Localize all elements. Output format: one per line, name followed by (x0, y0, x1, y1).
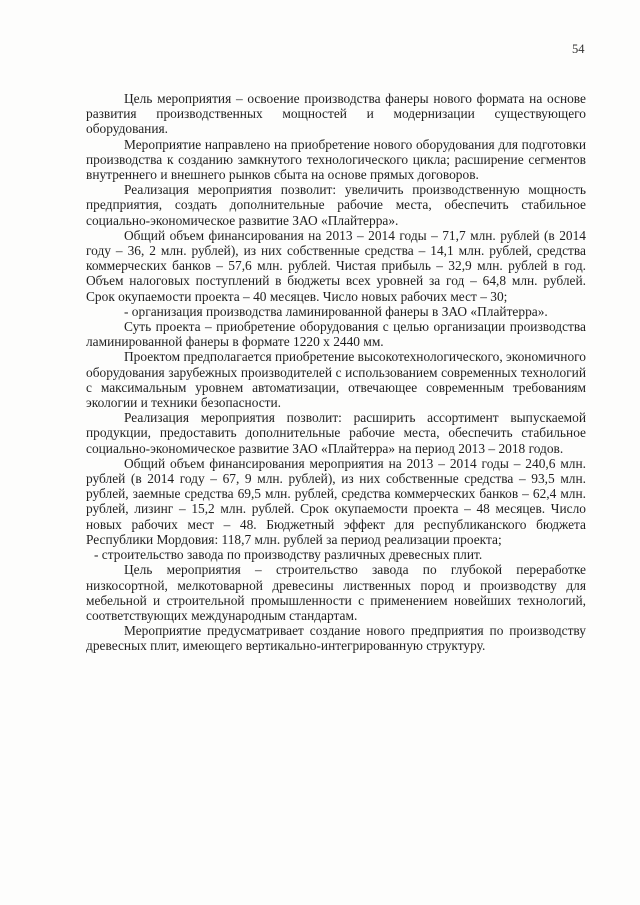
page-number: 54 (572, 42, 585, 56)
paragraph: Мероприятие направлено на приобретение нового оборудования для подготовки производства к созданию замкнутого технологического цикла; расширение сегментов внутреннего и внешнего рынков сбыта на основе прямых договоров. (86, 136, 586, 183)
paragraph: Реализация мероприятия позволит: увеличить производственную мощность предприятия, создать дополнительные рабочие места, обеспечить стабильное социально-экономическое развитие ЗАО «Плайтерра». (86, 182, 586, 228)
paragraph: Реализация мероприятия позволит: расширить ассортимент выпускаемой продукции, предоставить дополнительные рабочие места, обеспечить стабильное социально-экономическое развитие ЗАО «Плайтерра» на период 2013 – 2018 годов. (86, 410, 586, 456)
paragraph: Общий объем финансирования на 2013 – 2014 годы – 71,7 млн. рублей (в 2014 году – 36, 2 млн. рублей), из них собственные средства – 14,1 млн. рублей, средства коммерческих банков – 57,6 млн. рублей. Чистая прибыль – 32,9 млн. рублей в год. Объем налоговых поступлений в бюджеты всех уровней за год – 64,8 млн. рублей. Срок окупаемости проекта – 40 месяцев. Число новых рабочих мест – 30; (86, 227, 586, 304)
body-text (86, 91, 586, 654)
paragraph: Общий объем финансирования мероприятия на 2013 – 2014 годы – 240,6 млн. рублей (в 2014 году – 67, 9 млн. рублей), из них собственные средства – 93,5 млн. рублей, заемные средства 69,5 млн. рублей, средства коммерческих банков – 62,4 млн. рублей, лизинг – 15,2 млн. рублей. Срок окупаемости проекта – 48 месяцев. Число новых рабочих мест – 48. Бюджетный эффект для республиканского бюджета Республики Мордовия: 118,7 млн. рублей за период реализации проекта; (86, 455, 586, 547)
paragraph: Мероприятие предусматривает создание нового предприятия по производству древесных плит, имеющего вертикально-интегрированную структуру. (86, 623, 586, 654)
bullet-item: - строительство завода по производству различных древесных плит. (94, 547, 483, 563)
paragraph: Проектом предполагается приобретение высокотехнологического, экономичного оборудования зарубежных производителей с использованием современных технологий с максимальным уровнем автоматизации, отвечающее современным требованиям экологии и техники безопасности. (86, 349, 586, 411)
bullet-item: - организация производства ламинированной фанеры в ЗАО «Плайтерра». (124, 303, 548, 319)
paragraph: Суть проекта – приобретение оборудования с целью организации производства ламинированной фанеры в формате 1220 х 2440 мм. (86, 319, 586, 350)
paragraph: Цель мероприятия – освоение производства фанеры нового формата на основе развития производственных мощностей и модернизации существующего оборудования. (86, 91, 586, 137)
paragraph: Цель мероприятия – строительство завода по глубокой переработке низкосортной, мелкотоварной древесины лиственных пород и производству для мебельной и строительной промышленности с применением новейших технологий, соответствующих международным стандартам. (86, 562, 586, 623)
